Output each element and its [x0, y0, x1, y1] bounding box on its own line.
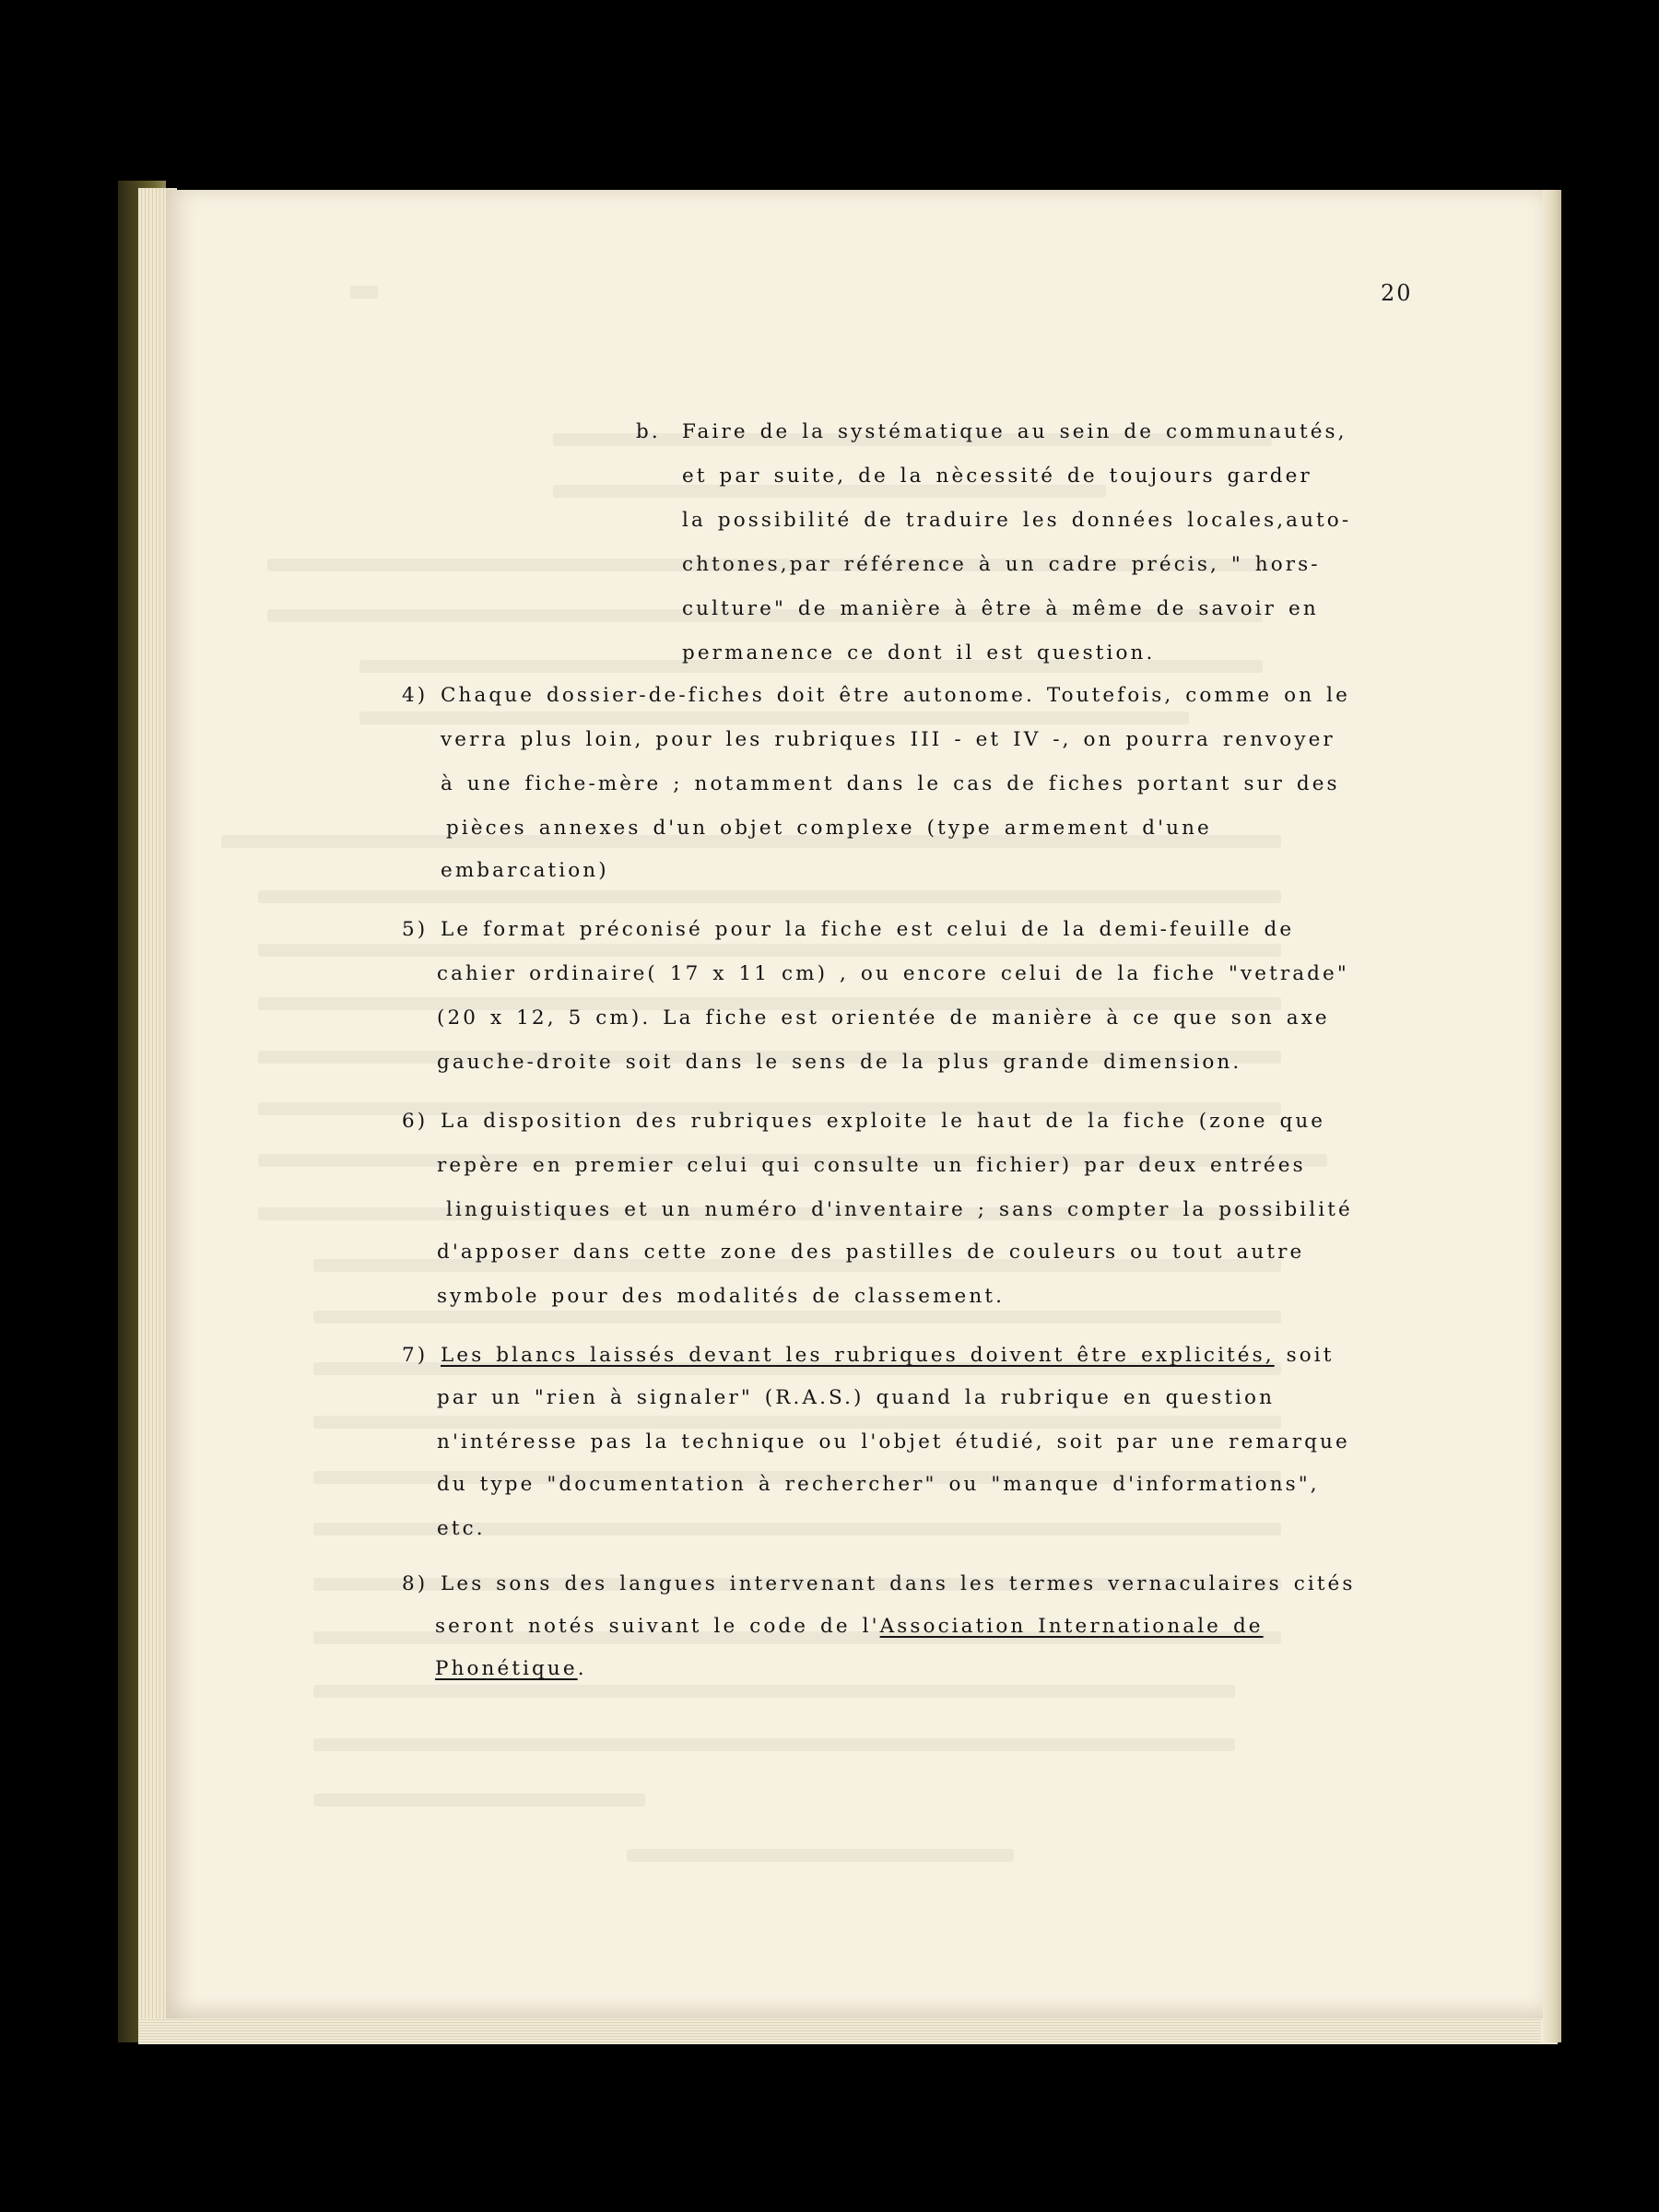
item-b-line: permanence ce dont il est question.	[682, 641, 1156, 665]
item-6-line: linguistiques et un numéro d'inventaire ; sans compter la possibilité	[446, 1198, 1353, 1221]
item-b-line: Faire de la systématique au sein de communautés,	[682, 420, 1347, 443]
item-8-underlined-text: Phonétique	[435, 1657, 578, 1680]
item-5-line: gauche-droite soit dans le sens de la plus grande dimension.	[437, 1051, 1242, 1074]
item-4-line: embarcation)	[441, 859, 609, 882]
item-6-line: La disposition des rubriques exploite le haut de la fiche (zone que	[441, 1110, 1326, 1133]
item-7-line-rest: soit	[1274, 1344, 1335, 1367]
item-b-marker: b.	[636, 420, 661, 443]
item-8-line: Les sons des langues intervenant dans les termes vernaculaires cités	[441, 1572, 1356, 1595]
item-8-line	[435, 1615, 1264, 1638]
page-number: 20	[1381, 280, 1413, 306]
item-8-underlined-text: Association Internationale de	[879, 1615, 1264, 1638]
page-edges-bottom	[138, 2018, 1558, 2044]
item-5-marker: 5)	[402, 918, 429, 941]
page-edge-right	[1541, 190, 1561, 2042]
item-8-line	[435, 1657, 587, 1680]
item-b-line: chtones,par référence à un cadre précis, " hors-	[682, 553, 1321, 576]
item-b-line: culture" de manière à être à même de savoir en	[682, 597, 1319, 620]
item-b-line: la possibilité de traduire les données locales,auto-	[682, 509, 1352, 532]
item-7-marker: 7)	[402, 1344, 429, 1367]
item-5-line: (20 x 12, 5 cm). La fiche est orientée de manière à ce que son axe	[437, 1006, 1330, 1030]
item-7-underlined-text: Les blancs laissés devant les rubriques doivent être explicités,	[441, 1344, 1275, 1367]
item-8-line-rest: .	[577, 1657, 587, 1680]
item-7-line: etc.	[437, 1517, 486, 1540]
item-7-line: n'intéresse pas la technique ou l'objet étudié, soit par une remarque	[437, 1430, 1350, 1453]
item-8-line-plain: seront notés suivant le code de l'	[435, 1615, 880, 1638]
item-4-line: à une fiche-mère ; notamment dans le cas de fiches portant sur des	[441, 772, 1340, 795]
item-6-line: symbole pour des modalités de classement.	[437, 1285, 1006, 1308]
item-7-line	[441, 1344, 1335, 1367]
item-5-line: Le format préconisé pour la fiche est celui de la demi-feuille de	[441, 918, 1295, 941]
item-8-marker: 8)	[402, 1572, 429, 1595]
item-4-marker: 4)	[402, 684, 429, 707]
item-4-line: verra plus loin, pour les rubriques III - et IV -, on pourra renvoyer	[441, 728, 1335, 751]
item-4-line: pièces annexes d'un objet complexe (type armement d'une	[446, 817, 1212, 840]
item-7-line: du type "documentation à rechercher" ou "manque d'informations",	[437, 1473, 1320, 1496]
item-4-line: Chaque dossier-de-fiches doit être autonome. Toutefois, comme on le	[441, 684, 1350, 707]
item-7-line: par un "rien à signaler" (R.A.S.) quand la rubrique en question	[437, 1386, 1276, 1409]
item-6-line: d'apposer dans cette zone des pastilles de couleurs ou tout autre	[437, 1241, 1305, 1264]
item-6-marker: 6)	[402, 1110, 429, 1133]
item-6-line: repère en premier celui qui consulte un fichier) par deux entrées	[437, 1154, 1306, 1177]
item-b-line: et par suite, de la nècessité de toujours garder	[682, 465, 1312, 488]
item-5-line: cahier ordinaire( 17 x 11 cm) , ou encore celui de la fiche "vetrade"	[437, 962, 1349, 985]
